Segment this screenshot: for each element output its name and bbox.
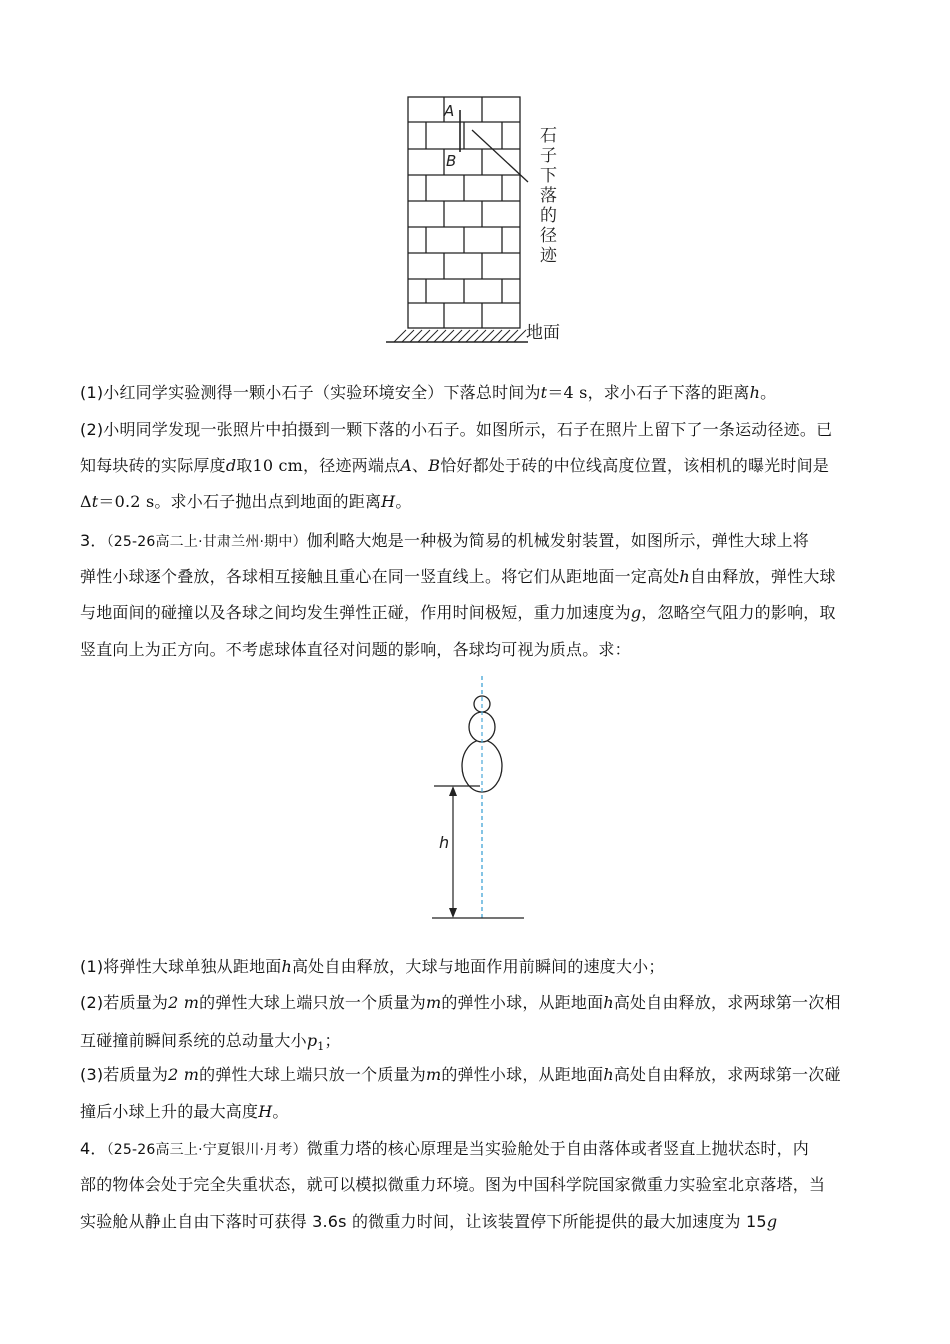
path-label-char: 下 bbox=[540, 166, 557, 186]
path-label-char: 石 bbox=[540, 126, 557, 146]
q3-line4: 竖直向上为正方向。不考虑球体直径对问题的影响，各球均可视为质点。求： bbox=[80, 640, 631, 659]
q3-sub2-line1: (2)若质量为2 m的弹性大球上端只放一个质量为m的弹性小球，从距地面h高处自由释放，求两球第一次相 bbox=[80, 993, 841, 1012]
q2-part1: (1)小红同学实验测得一颗小石子（实验环境安全）下落总时间为t＝4 s，求小石子下落的距离h。 bbox=[80, 383, 777, 402]
q3-sub1: (1)将弹性大球单独从距地面h高处自由释放，大球与地面作用前瞬间的速度大小； bbox=[80, 957, 665, 976]
question-source: （25-26高二上·甘肃兰州·期中） bbox=[106, 534, 307, 550]
path-label-char: 子 bbox=[540, 146, 557, 166]
q3-sub3-line2: 撞后小球上升的最大高度H。 bbox=[80, 1102, 289, 1121]
q3-line3: 与地面间的碰撞以及各球之间均发生弹性正碰，作用时间极短，重力加速度为g，忽略空气阻力的影响，取 bbox=[80, 603, 836, 622]
brick-wall-figure bbox=[380, 90, 580, 350]
path-label-char: 落 bbox=[540, 186, 557, 206]
ground-label: 地面 bbox=[526, 323, 560, 343]
point-a-label: A bbox=[444, 102, 455, 120]
path-label-char: 径 bbox=[540, 226, 557, 246]
height-h-label: h bbox=[439, 833, 450, 852]
q4-line2: 部的物体会处于完全失重状态，就可以模拟微重力环境。图为中国科学院国家微重力实验室北京落塔，当 bbox=[80, 1175, 826, 1194]
q3-line2: 弹性小球逐个叠放，各球相互接触且重心在同一竖直线上。将它们从距地面一定高处h自由释放，弹性大球 bbox=[80, 567, 836, 586]
q2-part2-line1: (2)小明同学发现一张照片中拍摄到一颗下落的小石子。如图所示，石子在照片上留下了一条运动径迹。已 bbox=[80, 420, 833, 439]
question-number: 4． bbox=[80, 1139, 107, 1158]
path-label-char: 的 bbox=[540, 206, 557, 226]
q3-line1: 3．（25-26高二上·甘肃兰州·期中）伽利略大炮是一种极为简易的机械发射装置，如图所示，弹性大球上将 bbox=[80, 531, 809, 550]
q2-part2-line3: Δt＝0.2 s。求小石子抛出点到地面的距离H。 bbox=[80, 492, 412, 511]
q2-part2-line2: 知每块砖的实际厚度d取10 cm，径迹两端点A、B恰好都处于砖的中位线高度位置，该相机的曝光时间是 bbox=[80, 456, 829, 475]
path-label-char: 迹 bbox=[540, 246, 557, 266]
stacked-balls-figure bbox=[420, 672, 540, 924]
question-number: 3． bbox=[80, 531, 107, 550]
q4-line1: 4．（25-26高三上·宁夏银川·月考）微重力塔的核心原理是当实验舱处于自由落体或者竖直上抛状态时，内 bbox=[80, 1139, 809, 1158]
point-b-label: B bbox=[446, 152, 457, 170]
q4-line3: 实验舱从静止自由下落时可获得 3.6s 的微重力时间，让该装置停下所能提供的最大加速度为 15g bbox=[80, 1212, 778, 1231]
q3-sub2-line2: 互碰撞前瞬间系统的总动量大小$p_1$； bbox=[80, 1031, 341, 1054]
question-source: （25-26高三上·宁夏银川·月考） bbox=[106, 1142, 307, 1158]
q3-sub3-line1: (3)若质量为2 m的弹性大球上端只放一个质量为m的弹性小球，从距地面h高处自由释放，求两球第一次碰 bbox=[80, 1065, 841, 1084]
